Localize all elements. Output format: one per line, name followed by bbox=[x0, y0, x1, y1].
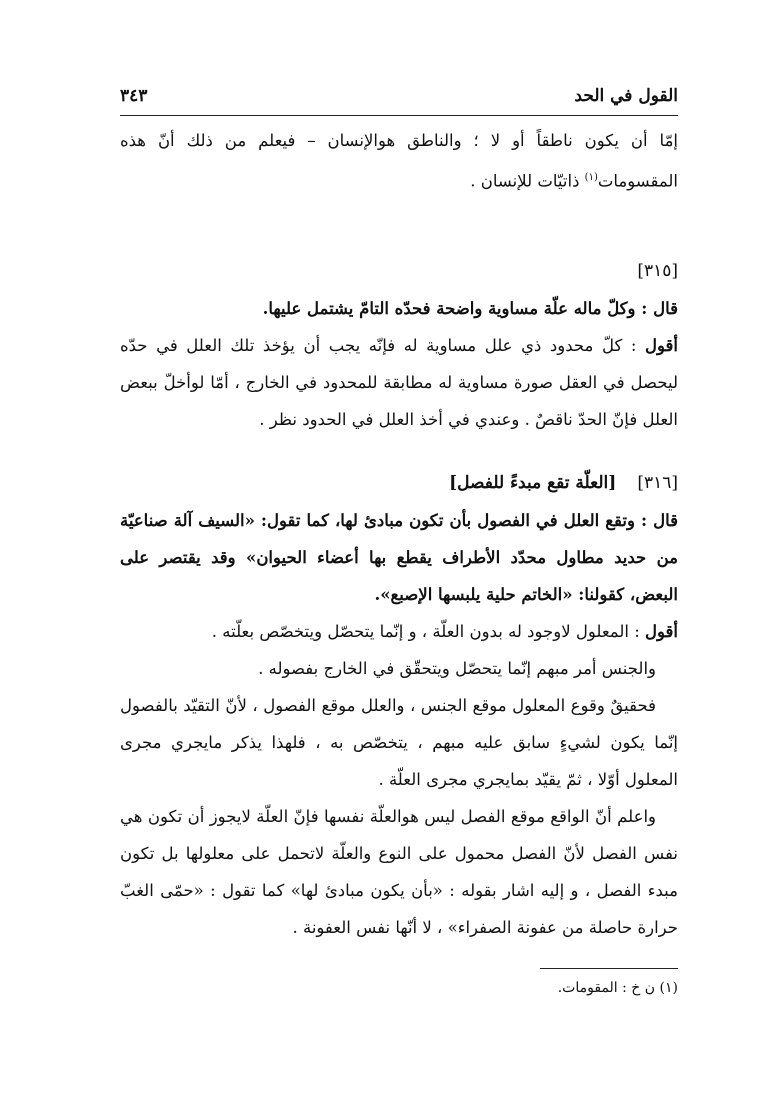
aqulu-text: : كلّ محدود ذي علل مساوية له فإنّه يجب أن يؤخذ تلك العلل في حدّه ليحصل في العقل صورة مساوية له مطابقة للمحدود في الخارج ، أمّا لوأخلّ ببعض العلل فإنّ الحدّ ناقصٌ . وعندي في أخذ العلل في الحدود نظر . bbox=[120, 335, 678, 429]
aqulu-text: : المعلول لاوجود له بدون العلّة ، و إنّما يتحصّل ويتخصّص بعلّته . bbox=[211, 621, 646, 641]
section-316-qala bbox=[120, 502, 678, 613]
footnote: (١) ن خ : المقومات. bbox=[557, 980, 678, 996]
section-315-qala bbox=[120, 290, 678, 327]
footnote-rule bbox=[540, 968, 678, 969]
qala-label: قال bbox=[653, 298, 678, 318]
page-number: ٣٤٣ bbox=[120, 86, 148, 106]
running-title: القول في الحد bbox=[574, 86, 678, 106]
footnote-marker: (١) bbox=[584, 172, 598, 183]
aqulu-label: أقول bbox=[645, 335, 678, 355]
section-315-number bbox=[120, 252, 678, 290]
section-316-aqulu bbox=[120, 613, 678, 650]
section-title: [العلّة تقع مبدءً للفصل] bbox=[449, 472, 617, 493]
qala-text: : وتقع العلل في الفصول بأن تكون مبادئ لها، كما تقول: «السيف آلة صناعيّة من حديد مطاول محدّد الأطراف يقطع بها أعضاء الحيوان» وقد يقتصر على البعض، كقولنا: «الخاتم حلية يلبسها الإصبع». bbox=[120, 510, 678, 604]
section-number: [٣١٦] bbox=[637, 472, 678, 493]
section-316-paragraph-4: واعلم أنّ الواقع موقع الفصل ليس هوالعلّة نفسها فإنّ العلّة لايجوز أن تكون هي نفس الفصل لأنّ الفصل محمول على النوع والعلّة لاتحمل على معلولها بل تكون مبدء الفصل ، و إليه اشار بقوله : «بأن يكون مبادئ لها» كما تقول : «حمّى الغبّ حرارة حاصلة من عفونة الصفراء» ، لا أنّها نفس العفونة . bbox=[120, 806, 678, 937]
continuation-text: إمّا أن يكون ناطقاً أو لا ؛ والناطق هوالإنسان – فيعلم من ذلك أنّ هذه المقسومات bbox=[120, 131, 678, 191]
running-header bbox=[120, 86, 678, 110]
continuation-end: ذاتيّات للإنسان . bbox=[470, 171, 585, 191]
section-316-heading bbox=[120, 464, 678, 502]
qala-text: : وكلّ ماله علّة مساوية واضحة فحدّه التامّ يشتمل عليها. bbox=[262, 298, 654, 318]
body-text bbox=[120, 122, 678, 946]
section-315-aqulu bbox=[120, 327, 678, 438]
section-316-paragraph-3: فحقيقٌ وقوع المعلول موقع الجنس ، والعلل موقع الفصول ، لأنّ التقيّد بالفصول إنّما يكون لشيءٍ سابق عليه مبهم ، يتخصّص به ، فلهذا يذكر مايجري مجرى المعلول أوّلا ، ثمّ يقيّد بمايجري مجرى العلّة . bbox=[120, 695, 678, 789]
aqulu-label: أقول bbox=[645, 621, 678, 641]
qala-label: قال bbox=[653, 510, 678, 530]
paragraph-continuation bbox=[120, 122, 678, 200]
section-316-paragraph-2: والجنس أمر مبهم إنّما يتحصّل ويتحقّق في الخارج بفصوله . bbox=[258, 658, 656, 678]
section-number: [٣١٥] bbox=[637, 260, 678, 281]
header-rule bbox=[120, 115, 678, 116]
